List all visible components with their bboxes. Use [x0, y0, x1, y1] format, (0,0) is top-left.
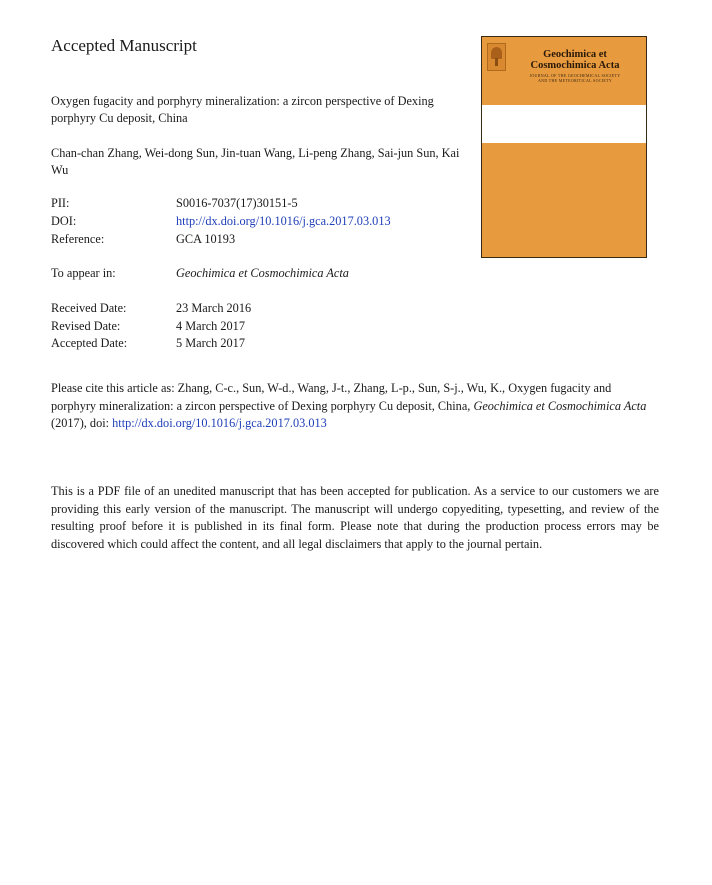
doi-row — [51, 213, 471, 230]
article-authors: Chan-chan Zhang, Wei-dong Sun, Jin-tuan Wang, Li-peng Zhang, Sai-jun Sun, Kai Wu — [51, 146, 460, 177]
revised-value: 4 March 2017 — [176, 319, 245, 333]
cover-subtitle-line1: JOURNAL OF THE GEOCHEMICAL SOCIETY — [529, 73, 621, 78]
revised-label: Revised Date: — [51, 319, 121, 333]
cover-journal-line2: Cosmochimica Acta — [530, 60, 620, 71]
doi-link[interactable]: http://dx.doi.org/10.1016/j.gca.2017.03.013 — [176, 214, 391, 228]
tree-trunk-shape — [495, 58, 498, 66]
accepted-value: 5 March 2017 — [176, 336, 245, 350]
cover-journal-title — [508, 49, 642, 71]
reference-value: GCA 10193 — [176, 232, 236, 246]
page-header-title: Accepted Manuscript — [51, 36, 197, 55]
citation-doi-link[interactable]: http://dx.doi.org/10.1016/j.gca.2017.03.013 — [112, 416, 327, 430]
citation-text: Please cite this article as: Zhang, C-c., Sun, W-d., Wang, J-t., Zhang, L-p., Sun, S-j., Wu, K., Oxygen fugacity and porphyry mineralization: a zircon perspective of Dexing porphyry Cu deposit, China, — [51, 381, 612, 413]
cover-top-band — [482, 37, 646, 105]
appear-label: To appear in: — [51, 266, 116, 280]
doi-label: DOI: — [51, 214, 77, 228]
citation-text-2: (2017), doi: — [51, 416, 113, 430]
journal-cover-image — [481, 36, 647, 258]
revised-row — [51, 318, 471, 335]
pii-label: PII: — [51, 196, 70, 210]
citation-journal: Geochimica et Cosmochimica Acta — [473, 398, 647, 413]
accepted-row — [51, 335, 471, 352]
appear-journal: Geochimica et Cosmochimica Acta — [176, 266, 349, 280]
cover-white-band — [482, 105, 646, 143]
reference-row — [51, 231, 471, 248]
received-label: Received Date: — [51, 301, 127, 315]
reference-label: Reference: — [51, 232, 105, 246]
citation-paragraph — [51, 380, 659, 433]
accepted-label: Accepted Date: — [51, 336, 128, 350]
cover-journal-line1: Geochimica et — [543, 49, 607, 60]
cover-subtitle — [508, 73, 642, 83]
pii-row — [51, 195, 471, 212]
cover-subtitle-line2: AND THE METEORITICAL SOCIETY — [537, 78, 613, 83]
article-title: Oxygen fugacity and porphyry mineralization: a zircon perspective of Dexing porphyry Cu deposit, China — [51, 94, 434, 125]
pii-value: S0016-7037(17)30151-5 — [176, 196, 298, 210]
received-value: 23 March 2016 — [176, 301, 252, 315]
elsevier-tree-logo-icon — [487, 43, 506, 71]
appear-row — [51, 265, 471, 282]
received-row — [51, 300, 471, 317]
disclaimer-paragraph: This is a PDF file of an unedited manuscript that has been accepted for publication. As a service to our customers we are providing this early version of the manuscript. The manuscript will undergo copyediting, typesetting, and review of the resulting proof before it is published in its final form. Please note that during the production process errors may be discovered which could affect the content, and all legal disclaimers that apply to the journal pertain. — [51, 484, 659, 551]
